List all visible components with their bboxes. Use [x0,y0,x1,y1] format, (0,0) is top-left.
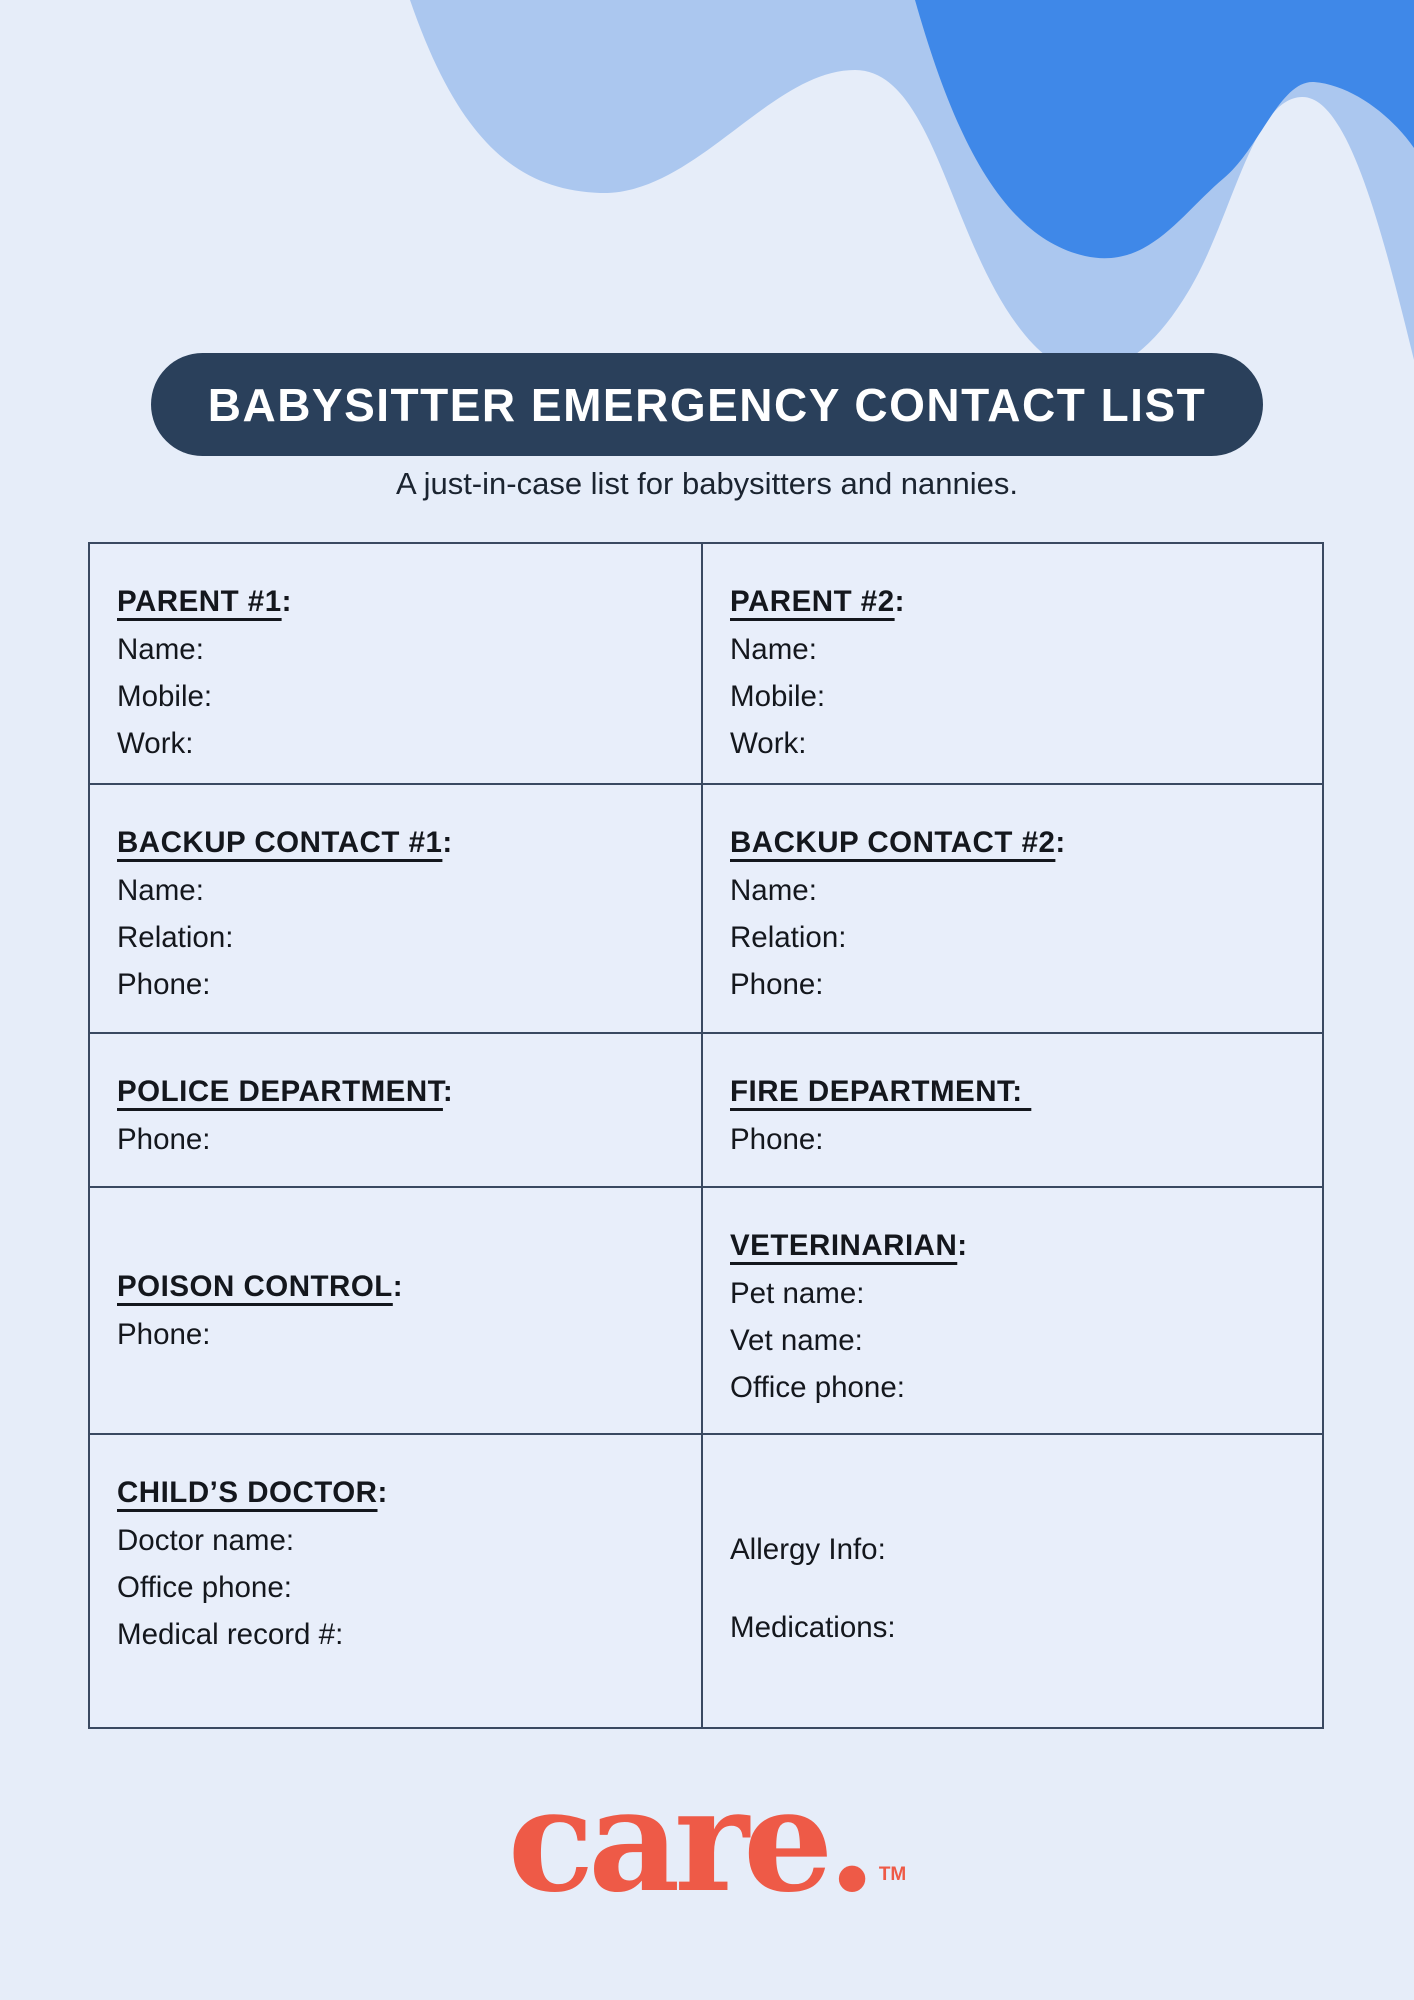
cell-heading-colon: : [281,585,292,618]
fill-in-label: Mobile: [117,680,213,713]
fill-in-label: Name: [730,874,817,907]
fill-in-label: Phone: [730,968,824,1001]
fill-in-label: Work: [117,727,194,760]
wave-bright-blue [915,0,1414,258]
fill-in-label: Relation: [117,921,234,954]
table-cell [703,785,1322,1034]
fill-in-label: Name: [117,874,204,907]
table-cell [90,1034,703,1188]
cell-heading [730,1068,1298,1115]
cell-heading-colon: : [392,1270,404,1303]
trademark-symbol: TM [878,1864,907,1885]
fill-in-label: Vet name: [730,1324,863,1357]
cell-heading-colon: : [442,1075,454,1108]
cell-heading-colon: : [442,826,453,859]
table-cell [90,1435,703,1727]
fill-in-label: Phone: [117,1123,211,1156]
fill-in-label: Office phone: [117,1571,292,1604]
fill-in-label: Doctor name: [117,1524,295,1557]
cell-heading-underlined: POLICE DEPARTMENT [117,1075,443,1108]
title-banner [151,353,1263,456]
contact-table [88,542,1324,1729]
cell-heading-underlined: VETERINARIAN [730,1229,958,1262]
care-logo [0,1758,1414,1956]
cell-heading-colon: : [957,1229,968,1262]
cell-heading [117,1469,677,1516]
fill-in-label: Pet name: [730,1277,865,1310]
cell-heading-underlined: PARENT #2 [730,585,895,618]
fill-in-label: Name: [730,633,817,666]
table-cell [703,1435,1322,1727]
fill-in-label: Relation: [730,921,847,954]
fill-in-label: Office phone: [730,1371,905,1404]
page-subtitle: A just-in-case list for babysitters and nannies. [395,466,1019,501]
cell-heading-underlined: BACKUP CONTACT #1 [117,826,443,859]
fill-in-label: Name: [117,633,204,666]
cell-heading-colon: : [1055,826,1066,859]
cell-heading-underlined: BACKUP CONTACT #2 [730,826,1056,859]
table-cell [90,544,703,785]
cell-heading [730,1222,1298,1269]
fill-in-label: Allergy Info: [730,1532,886,1566]
fill-in-label: Phone: [730,1123,824,1156]
cell-heading-underlined: FIRE DEPARTMENT: [730,1075,1032,1108]
cell-heading-colon: : [377,1476,388,1509]
cell-heading-underlined: POISON CONTROL [117,1270,393,1303]
cell-heading [117,819,677,866]
fill-in-label: Medical record #: [117,1618,344,1651]
table-cell [703,1034,1322,1188]
care-logo-text: care. [507,1758,871,1924]
fill-in-label: Work: [730,727,807,760]
cell-heading-colon: : [894,585,905,618]
cell-heading-underlined: CHILD’S DOCTOR [117,1476,378,1509]
fill-in-label: Phone: [117,968,211,1001]
cell-heading [730,819,1298,866]
table-cell [90,1188,703,1435]
fill-in-label: Mobile: [730,680,826,713]
wave-light-blue [410,0,1414,372]
page-title: BABYSITTER EMERGENCY CONTACT LIST [207,378,1207,431]
cell-heading [117,1068,677,1115]
fill-in-label: Medications: [730,1610,896,1644]
fill-in-label: Phone: [117,1318,211,1351]
cell-heading-underlined: PARENT #1 [117,585,282,618]
table-cell [90,785,703,1034]
cell-heading [730,578,1298,625]
table-cell [703,1188,1322,1435]
cell-heading [117,1263,677,1310]
cell-heading [117,578,677,625]
table-cell [703,544,1322,785]
